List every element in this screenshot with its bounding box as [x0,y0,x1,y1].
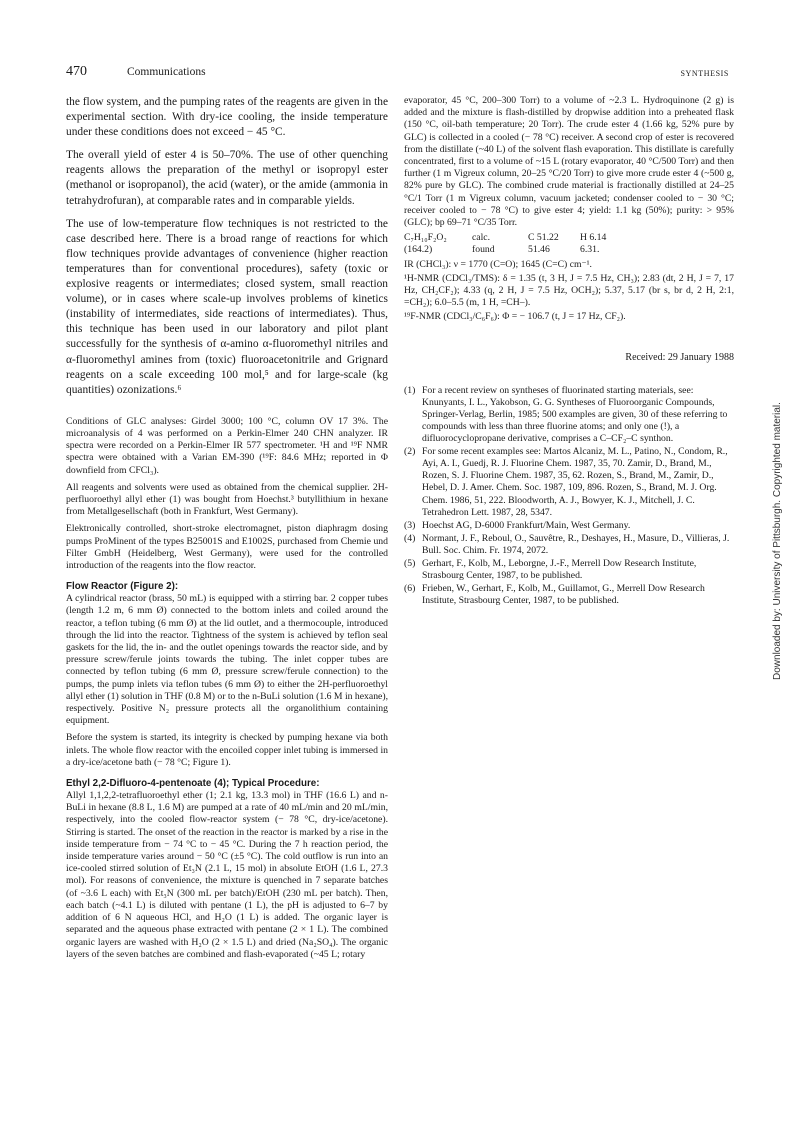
analysis-cell: H 6.14 [580,232,607,244]
experimental-paragraph: Elektronically controlled, short-stroke electromagnet, piston diaphragm dosing pumps ProMinent of the types B25001S and E1002S, purchased from Chemie und Filter GmbH (Heidelberg, West Germany), were used for the controlled introduction of the reagents into the flow reactor. [66,523,388,572]
reference-text: Hoechst AG, D-6000 Frankfurt/Main, West Germany. [422,519,631,531]
analysis-cell: C₇H₁₀F₂O₂ [404,232,447,244]
reference-text: Gerhart, F., Kolb, M., Leborgne, J.-F., Merrell Dow Research Institute, Strasbourg Center, 1987, to be published. [422,557,697,582]
elemental-analysis [404,232,734,256]
f-nmr-data: ¹⁹F-NMR (CDCl₃/C₆F₆): Φ = − 106.7 (t, J = 17 Hz, CF₂). [404,311,626,323]
procedure-paragraph: Allyl 1,1,2,2-tetrafluoroethyl ether (1; 2.1 kg, 13.3 mol) in THF (16.6 L) and n-BuLi in hexane (8.8 L, 1.6 M) are pumped at a rate of 40 mL/min and 20 mL/min, respectively, into the cooled flow-reactor system (− 78 °C, dry-ice/acetone). Stirring is started. The onset of the reaction in the reactor is marked by a rise in the inside temperature from − 74 °C to − 45 °C. During the 7 h reaction period, the inside temperature varies around − 50 °C (±5 °C). The cold outflow is run into an ice-cooled stirred solution of Et₃N (2.1 L, 15 mol) in absolute EtOH (1.6 L, 27.3 mol). For reasons of convenience, the mixture is quenched in 7 separate batches (of ~3.6 L each) with Et₃N (300 mL per batch)/EtOH (230 mL per batch). Then, each batch (~4.1 L) is diluted with pentane (1 L), the pH is adjusted to 6–7 by addition of 6 N aqueous HCl, and H₂O (1 L) is added. The organic layer is separated and the aqueous phase extracted with pentane (2 × 1 L). The combined organic layers are washed with H₂O (2 × 1.5 L) and dried (Na₂SO₄). The organic layers of the seven batches are combined and flash-evaporated (~45 L; rotary [66,790,388,960]
page-number: 470 [66,64,87,79]
continuation-paragraph: evaporator, 45 °C, 200–300 Torr) to a volume of ~2.3 L. Hydroquinone (2 g) is added and the mixture is flash-distilled by dropwise addition into a preheated flask (150 °C, oil-bath temperature; 20 Torr). The crude ester 4 (1.66 kg, 52% pure by GLC) is collected in a cooled (− 78 °C) receiver. A second crop of ester is recovered from the distillate (~40 L) of the solvent flash evaporation. This distillate is carefully concentrated, first to a volume of ~15 L (rotary evaporator, 40 °C/500 Torr) and then further (1 m Vigreux column, 20–25 °C/20 Torr) to give more crude ester 4 (~500 g, 82% pure by GLC). The combined crude material is fractionally distilled at 24–25 °C/1 Torr (1 m Vigreux column, vacuum jacketed; condenser cooled to − 30 °C; receiver cooled to − 78 °C) to give ester 4; yield: 1.1 kg (50%); purity: > 95% (GLC); bp 69–71 °C/35 Torr. [404,95,734,229]
left-column [66,95,388,966]
analysis-cell: found [472,244,495,256]
procedure-heading: Ethyl 2,2-Difluoro-4-pentenoate (4); Typical Procedure: [66,778,320,790]
flow-reactor-paragraph: A cylindrical reactor (brass, 50 mL) is equipped with a stirring bar. 2 copper tubes (length 1.2 m, 6 mm Ø) connected to the bottom inlets and coiled around the reactor, a teflon tubing (6 mm Ø) at the lid outlet, and a thermocouple, introduced through the lid into the reactor. Tightness of the system is achieved by teflon seal gaskets for the lid, the in- and the outlet openings towards the reactor side, and by pressure screw/ferule joints towards the tubing. The inlet copper tubes are connected by teflon tubing (6 mm Ø, pressure screw/ferule connection) to the pumps, the pump inlets via teflon tubes (6 mm Ø) to either the 2H-perfluoroethyl allyl ether (1) solution in THF (0.8 M) or to the n-BuLi solution (1.6 M in hexane), respectively. Positive N₂ pressure protects all the organolithium containing equipment. [66,593,388,727]
reference-item [404,385,734,445]
intro-paragraph: The overall yield of ester 4 is 50–70%. The use of other quenching reagents allows the preparation of the methyl or isopropyl ester (methanol or isopropanol), the acid (water), or the amide (ammonia in tetrahydrofuran), at comparable rates and in comparable yields. [66,149,388,207]
analysis-cell: calc. [472,232,491,244]
reference-number: (3) [404,519,416,531]
analysis-row [404,232,734,244]
flow-reactor-paragraph: Before the system is started, its integrity is checked by pumping hexane via both inlets. The whole flow reactor with the encoiled copper inlet tubing is immersed in a dry-ice/acetone bath (− 78 °C; Figure 1). [66,732,388,768]
running-head-section: Communications [127,66,206,78]
references [404,385,734,608]
reference-text: For some recent examples see: Martos Alcaniz, M. L., Patino, N., Condom, R., Ayi, A. I., Guedj, R. J. Fluorine Chem. 1987, 35, 70. Zamir, D., Brand, M., Rozen, S. J. Fluorine Chem. 1987, 35, 62. Rozen, S., Brand, M., Zamir, D., Hebel, D. J. Amer. Chem. Soc. 1987, 109, 896. Rozen, S., Brand, M. J. Org. Chem. 1986, 51, 222. Bloodworth, A. J., Bowyer, K. J., Mitchell, J. C. Tetrahedron Lett. 1987, 28, 5347. [422,446,728,518]
received-date: Received: 29 January 1988 [625,351,734,363]
analysis-cell: 6.31. [580,244,600,256]
intro-paragraph: the flow system, and the pumping rates of the reagents are given in the experimental section. With dry-ice cooling, the inside temperature under these conditions does not exceed − 45 °C. [66,96,389,139]
reference-item [404,446,734,519]
analysis-cell: 51.46 [528,244,550,256]
reference-text: For a recent review on syntheses of fluorinated starting materials, see: Knunyants, I. L., Yakobson, G. G. Syntheses of Fluoroorganic Compounds, Springer-Verlag, Berlin, 1985; 500 examples are given, 30 of these referring to compounds with less than three fluorine atoms; and only one (!), a difluorocyclopropane derivative, comprises a C–CF₂–C synthon. [422,384,728,445]
right-column [404,95,734,608]
reference-number: (1) [404,384,416,396]
running-head-journal: SYNTHESIS [680,69,729,78]
reference-item [404,583,734,607]
ir-data: IR (CHCl₃): ν = 1770 (C=O); 1645 (C=C) cm⁻¹. [404,258,592,270]
reference-number: (6) [404,583,416,595]
reference-number: (5) [404,557,416,569]
download-watermark: Downloaded by: University of Pittsburgh. Copyrighted material. [772,402,783,680]
reference-number: (4) [404,532,416,544]
reference-number: (2) [404,446,416,458]
reference-text: Normant, J. F., Reboul, O., Sauvêtre, R., Deshayes, H., Masure, D., Villieras, J. Bull. Soc. Chim. Fr. 1974, 2072. [422,532,730,556]
analysis-row [404,244,734,256]
reference-item [404,520,734,532]
experimental-paragraph: Conditions of GLC analyses: Girdel 3000; 100 °C, column OV 17 3%. The microanalysis of 4 was performed on a Perkin-Elmer 240 CHN analyzer. IR spectra were recorded on a Perkin-Elmer IR 577 spectrometer. ¹H and ¹⁹F NMR spectra were obtained with a Varian EM-390 (¹⁹F: 84.6 MHz; reported in Φ downfield from CFCl₃). [66,415,388,476]
analysis-cell: C 51.22 [528,232,559,244]
reference-item [404,533,734,557]
flow-reactor-heading: Flow Reactor (Figure 2): [66,581,179,593]
intro-paragraph: The use of low-temperature flow techniques is not restricted to the case described here. There is a broad range of reactions for which flow techniques provide advantages of convenience (higher reaction temperatures than for conventional procedures), safety (toxic or explosive reagents or intermediates; closed system, small reaction volume), or in cases where scale-up involves problems of kinetics (instability of intermediates, side reactions of intermediates). Thus, this technique has been used in our laboratory and pilot plant successfully for the synthesis of α-amino α-fluoromethyl nitriles and α-fluoromethyl amines from (toxic) fluoroacetonitrile and Grignard reagents on a scale exceeding 100 mol,⁵ and for large-scale (kg quantities) ozonizations.⁶ [66,217,388,396]
experimental-paragraph: All reagents and solvents were used as obtained from the chemical supplier. 2H-perfluoroethyl allyl ether (1) was bought from Hoechst.³ butyllithium in hexane from Metallgesellschaft (both in Frankfurt, West Germany). [66,481,388,518]
h-nmr-data: ¹H-NMR (CDCl₃/TMS): δ = 1.35 (t, 3 H, J = 7.5 Hz, CH₃); 2.83 (dt, 2 H, J = 7, 17 Hz, CH₂CF₂); 4.33 (q, 2 H, J = 7.5 Hz, OCH₂); 5.37, 5.17 (br s, br d, 2 H, 2:1, =CH₂); 6.0–5.5 (m, 1 H, =CH–). [404,272,734,309]
reference-text: Frieben, W., Gerhart, F., Kolb, M., Guillamot, G., Merrell Dow Research Institute, Strasbourg Center, 1987, to be published. [422,583,705,607]
reference-item [404,558,734,582]
analysis-cell: (164.2) [404,244,433,256]
